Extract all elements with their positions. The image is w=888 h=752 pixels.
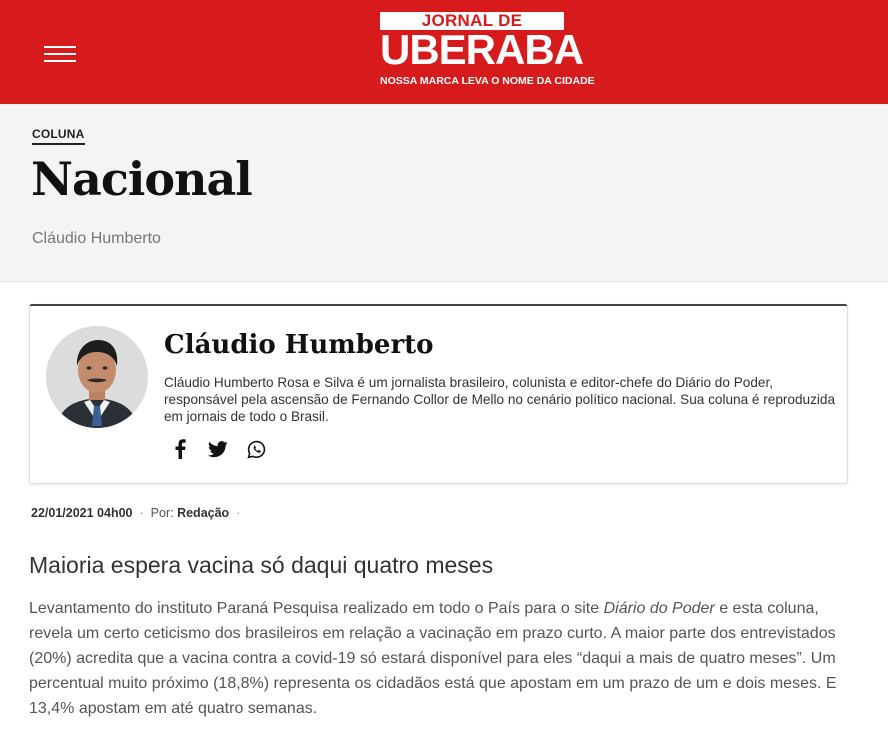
page-title: Nacional bbox=[31, 152, 252, 206]
site-logo[interactable] bbox=[378, 11, 595, 90]
column-author: Cláudio Humberto bbox=[32, 230, 161, 247]
publish-date: 22/01/2021 04h00 bbox=[31, 506, 133, 520]
whatsapp-icon[interactable] bbox=[246, 439, 266, 459]
article-body-italic: Diário do Poder bbox=[603, 600, 715, 617]
by-label: Por: bbox=[150, 506, 174, 520]
article-title: Maioria espera vacina só daqui quatro meses bbox=[29, 552, 494, 578]
article-meta bbox=[31, 506, 247, 520]
menu-line bbox=[44, 60, 76, 62]
logo-top-text: JORNAL DE bbox=[380, 12, 564, 30]
site-header bbox=[0, 0, 888, 104]
author-name: Cláudio Humberto bbox=[164, 330, 434, 360]
author-bio: Cláudio Humberto Rosa e Silva é um jornalista brasileiro, colunista e editor-chefe do Diário do Poder, responsável pela ascensão de Fernando Collor de Mello no cenário político nacional. Sua coluna é reproduzida em jornais de todo o Brasil. bbox=[164, 375, 836, 424]
author-avatar bbox=[46, 326, 148, 428]
avatar-image bbox=[46, 326, 148, 428]
column-kicker[interactable]: COLUNA bbox=[32, 127, 85, 145]
facebook-icon[interactable] bbox=[170, 439, 190, 459]
article-body-text: Levantamento do instituto Paraná Pesquisa realizado em todo o País para o site bbox=[29, 600, 604, 617]
logo-tagline: NOSSA MARCA LEVA O NOME DA CIDADE bbox=[380, 75, 595, 87]
article-body-text: e esta coluna, revela um certo ceticismo dos brasileiros em relação a vacinação em prazo curto. A maior parte dos entrevistados (20%) acredita que a vacina contra a covid-19 só estará disponível para eles “daqui a mais de quatro meses”. Um percentual muito próximo (18,8%) representa os cidadãos está que apostam em um prazo de um e dois meses. E 13,4% apostam em até quatro semanas. bbox=[29, 600, 837, 717]
twitter-icon[interactable] bbox=[208, 439, 228, 459]
menu-line bbox=[44, 46, 76, 48]
column-header bbox=[0, 104, 888, 282]
logo-main-text: UBERABA bbox=[380, 26, 583, 73]
social-share-bar bbox=[170, 438, 266, 460]
meta-separator: · bbox=[139, 506, 144, 520]
article-body bbox=[29, 596, 859, 721]
article-author-link[interactable]: Redação bbox=[177, 506, 230, 520]
menu-line bbox=[44, 53, 76, 55]
author-card bbox=[29, 304, 848, 484]
meta-separator: · bbox=[236, 506, 241, 520]
hamburger-menu-icon[interactable] bbox=[44, 44, 76, 64]
